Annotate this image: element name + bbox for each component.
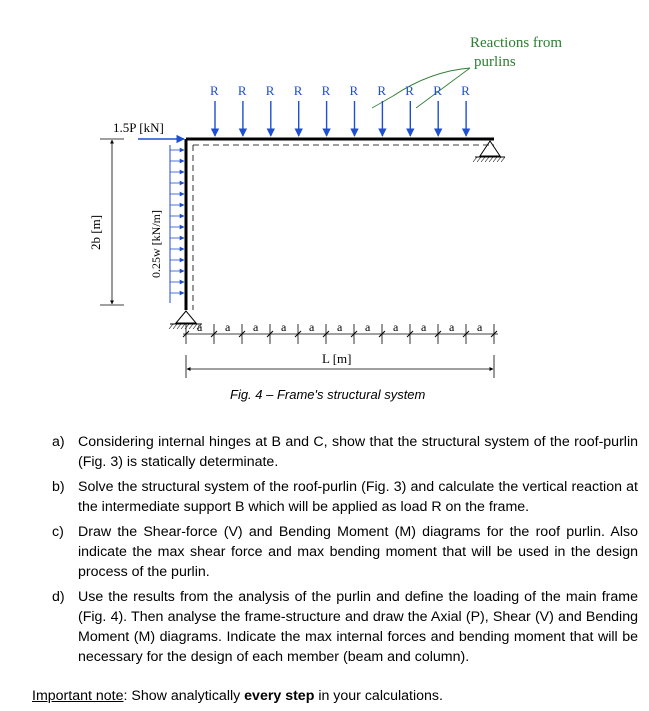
reactions-label-line2: purlins bbox=[474, 54, 516, 70]
spacing-label: a bbox=[449, 320, 455, 334]
height-dimension bbox=[100, 139, 124, 305]
note-text-2: in your calculations. bbox=[314, 688, 443, 704]
right-pin-support bbox=[473, 141, 505, 162]
note-emphasis: every step bbox=[244, 688, 315, 704]
distributed-lateral-load bbox=[170, 145, 184, 303]
question-text: Considering internal hinges at B and C, show that the structural system of the roof-purlin (Fig. 3) is statically determinate. bbox=[78, 434, 638, 470]
spacing-label: a bbox=[365, 320, 371, 334]
r-load-label: R bbox=[321, 83, 331, 98]
spacing-label: a bbox=[337, 320, 343, 334]
question-text: Solve the structural system of the roof-purlin (Fig. 3) and calculate the vertical reaction at the intermediate support B which will be applied as load R on the frame. bbox=[78, 479, 638, 515]
purlin-reaction-loads bbox=[210, 83, 470, 136]
spacing-label: a bbox=[393, 320, 399, 334]
r-load-label: R bbox=[293, 83, 303, 98]
r-load-label: R bbox=[210, 83, 219, 98]
distributed-load-label: 0.25w [kN/m] bbox=[149, 210, 163, 278]
note-prefix: Important note bbox=[32, 688, 124, 704]
figure-caption: Fig. 4 – Frame's structural system bbox=[230, 387, 426, 402]
spacing-label: a bbox=[253, 320, 259, 334]
r-load-label: R bbox=[433, 83, 442, 98]
spacing-label: a bbox=[421, 320, 427, 334]
spacing-label: a bbox=[197, 320, 203, 334]
question-item bbox=[52, 522, 638, 582]
note-colon: : bbox=[123, 688, 128, 704]
spacing-label: a bbox=[477, 320, 483, 334]
spacing-dimensions bbox=[183, 320, 498, 344]
r-load-label: R bbox=[405, 83, 414, 98]
r-load-label: R bbox=[461, 83, 470, 98]
r-load-label: R bbox=[349, 83, 359, 98]
question-label: b) bbox=[52, 479, 65, 495]
r-load-label: R bbox=[237, 83, 247, 98]
question-item bbox=[52, 587, 638, 667]
height-label: 2b [m] bbox=[88, 214, 103, 250]
spacing-label: a bbox=[309, 320, 315, 334]
question-list bbox=[52, 432, 638, 672]
r-load-label: R bbox=[377, 83, 387, 98]
span-label: L [m] bbox=[322, 351, 352, 366]
spacing-label: a bbox=[225, 320, 231, 334]
question-item bbox=[52, 477, 638, 517]
reactions-label-line1: Reactions from bbox=[470, 35, 563, 51]
spacing-label: a bbox=[281, 320, 287, 334]
question-label: d) bbox=[52, 589, 65, 605]
question-label: c) bbox=[52, 524, 64, 540]
note-text-1: Show analytically bbox=[127, 688, 245, 704]
question-text: Use the results from the analysis of the purlin and define the loading of the main frame (Fig. 4). Then analyse the frame-structure and draw the Axial (P), Shear (V) and Bending Moment (M) diagrams. Indicate the max internal forces and bending moment that will be necessary for the design of each member (beam and column). bbox=[78, 589, 638, 665]
question-text: Draw the Shear-force (V) and Bending Moment (M) diagrams for the roof purlin. Also indicate the max shear force and max bending moment that will be used in the design process of the purlin. bbox=[78, 524, 638, 580]
question-label: a) bbox=[52, 434, 65, 450]
question-item bbox=[52, 432, 638, 472]
r-load-label: R bbox=[265, 83, 275, 98]
important-note bbox=[32, 686, 443, 706]
horizontal-load-label: 1.5P [kN] bbox=[113, 120, 164, 135]
